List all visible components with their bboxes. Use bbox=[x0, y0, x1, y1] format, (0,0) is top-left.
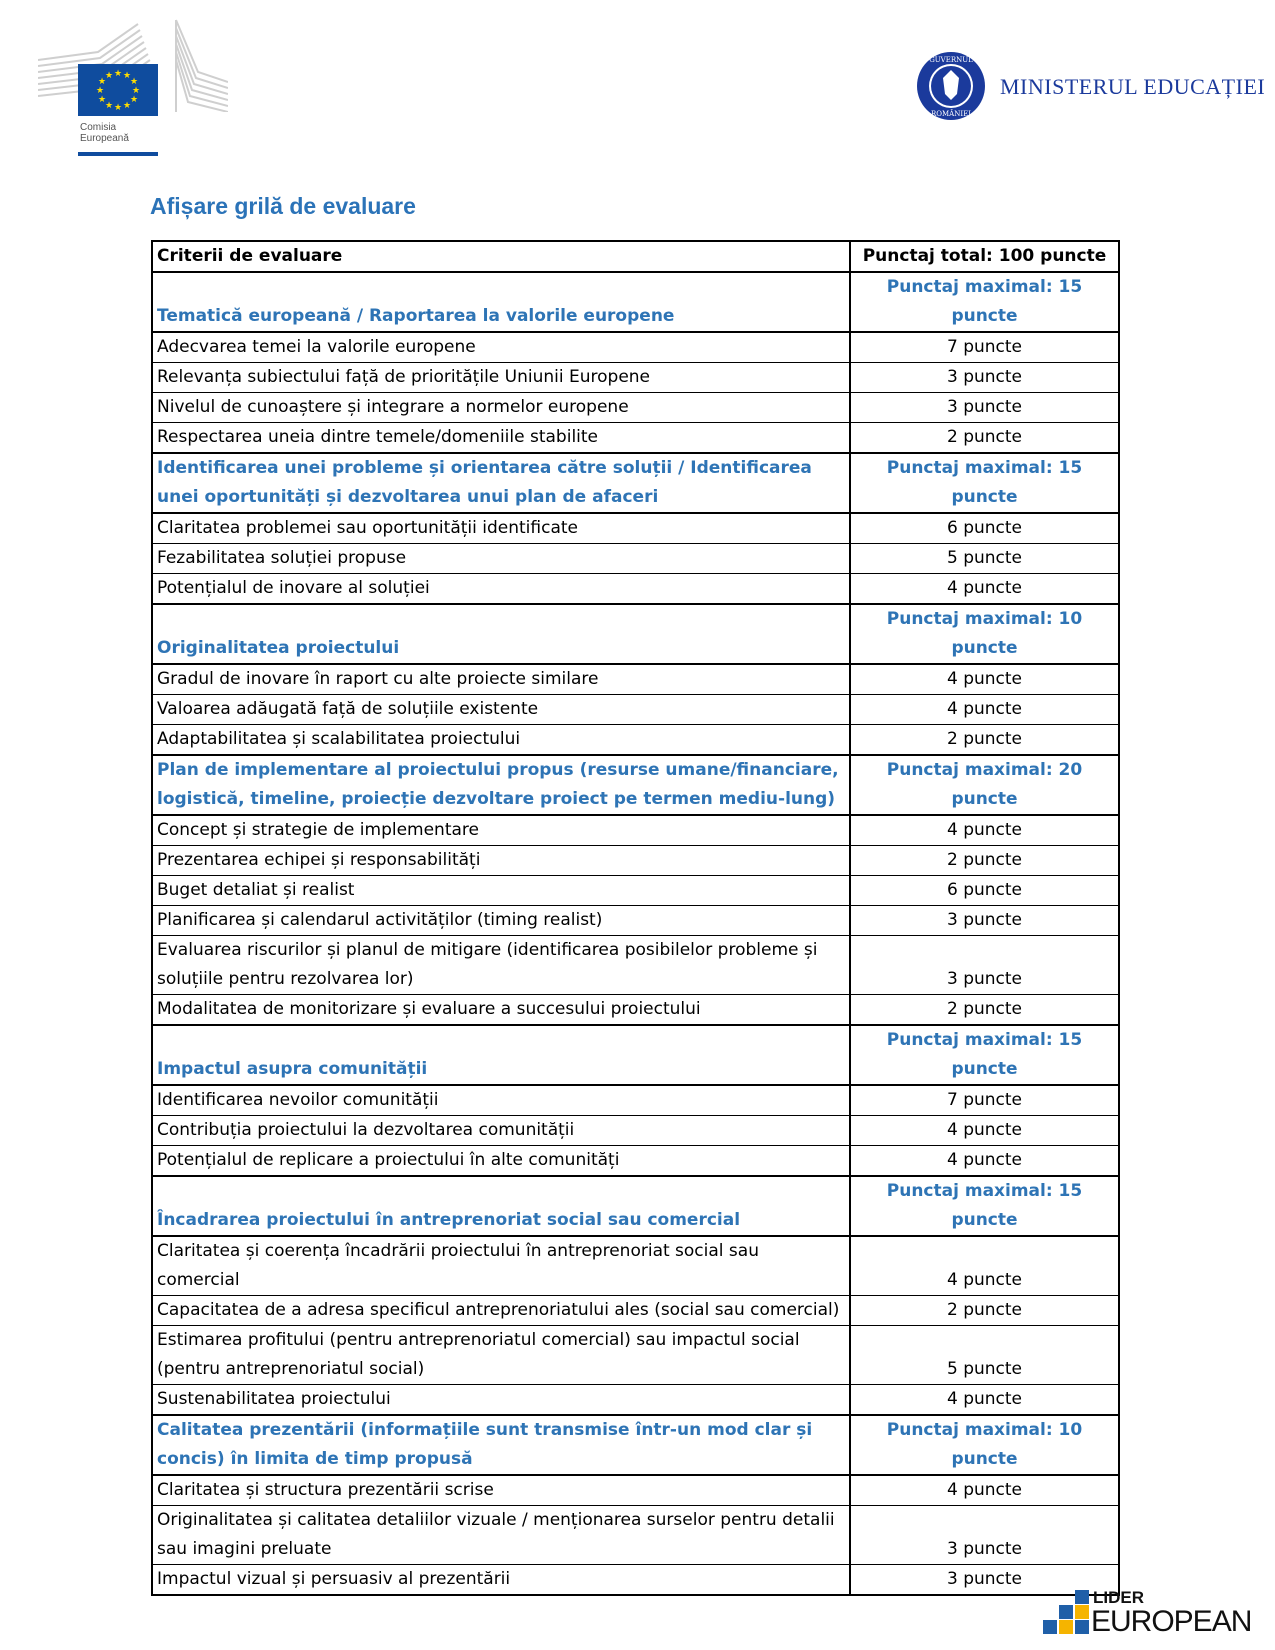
ec-logo-line2: Europeană bbox=[80, 133, 129, 144]
criterion-points: 3 puncte bbox=[850, 363, 1119, 393]
evaluation-grid-table bbox=[151, 240, 1120, 1596]
criterion-label: Identificarea nevoilor comunității bbox=[152, 1085, 850, 1116]
criterion-points: 6 puncte bbox=[850, 513, 1119, 544]
table-row bbox=[152, 1116, 1119, 1146]
svg-text:★: ★ bbox=[104, 71, 114, 81]
table-row bbox=[152, 815, 1119, 846]
table-row bbox=[152, 846, 1119, 876]
section-max-points: Punctaj maximal: 15 puncte bbox=[850, 1025, 1119, 1085]
criterion-label: Adaptabilitatea și scalabilitatea proiectului bbox=[152, 725, 850, 756]
svg-text:★: ★ bbox=[129, 95, 139, 105]
eu-flag-icon bbox=[78, 64, 158, 116]
criterion-label: Capacitatea de a adresa specificul antreprenoriatului ales (social sau comercial) bbox=[152, 1296, 850, 1326]
criterion-label: Claritatea problemei sau oportunității identificate bbox=[152, 513, 850, 544]
lider-european-logo bbox=[1043, 1590, 1258, 1638]
svg-text:★: ★ bbox=[113, 103, 123, 113]
criterion-points: 3 puncte bbox=[850, 1506, 1119, 1565]
criterion-label: Planificarea și calendarul activităților (timing realist) bbox=[152, 906, 850, 936]
criterion-points: 4 puncte bbox=[850, 695, 1119, 725]
table-row bbox=[152, 513, 1119, 544]
svg-text:★: ★ bbox=[97, 95, 107, 105]
criterion-label: Originalitatea și calitatea detaliilor vizuale / menționarea surselor pentru detalii sau imagini preluate bbox=[152, 1506, 850, 1565]
svg-text:★: ★ bbox=[122, 101, 132, 111]
criterion-label: Evaluarea riscurilor și planul de mitigare (identificarea posibilelor probleme și soluțiile pentru rezolvarea lor) bbox=[152, 936, 850, 995]
section-title: Încadrarea proiectului în antreprenoriat social sau comercial bbox=[152, 1176, 850, 1236]
table-row bbox=[152, 1146, 1119, 1177]
section-max-points: Punctaj maximal: 15 puncte bbox=[850, 272, 1119, 332]
section-row bbox=[152, 604, 1119, 664]
ec-logo-line1: Comisia bbox=[80, 122, 117, 133]
romanian-government-seal-icon bbox=[915, 50, 987, 122]
header-total-points: Punctaj total: 100 puncte bbox=[850, 241, 1119, 272]
table-row bbox=[152, 995, 1119, 1026]
criterion-points: 4 puncte bbox=[850, 815, 1119, 846]
criterion-label: Valoarea adăugată față de soluțiile existente bbox=[152, 695, 850, 725]
criterion-points: 3 puncte bbox=[850, 936, 1119, 995]
european-commission-logo bbox=[38, 12, 228, 147]
criterion-label: Potențialul de inovare al soluției bbox=[152, 574, 850, 605]
section-max-points: Punctaj maximal: 10 puncte bbox=[850, 604, 1119, 664]
table-row bbox=[152, 664, 1119, 695]
criterion-label: Potențialul de replicare a proiectului în alte comunități bbox=[152, 1146, 850, 1177]
criterion-points: 4 puncte bbox=[850, 1385, 1119, 1416]
section-max-points: Punctaj maximal: 15 puncte bbox=[850, 1176, 1119, 1236]
table-row bbox=[152, 393, 1119, 423]
section-title: Calitatea prezentării (informațiile sunt transmise într-un mod clar și concis) în limita de timp propusă bbox=[152, 1415, 850, 1475]
section-row bbox=[152, 1415, 1119, 1475]
header-criteria: Criterii de evaluare bbox=[152, 241, 850, 272]
svg-text:★: ★ bbox=[97, 77, 107, 87]
section-title: Impactul asupra comunității bbox=[152, 1025, 850, 1085]
table-row bbox=[152, 574, 1119, 605]
ministry-education-logo bbox=[915, 50, 1266, 125]
criterion-points: 2 puncte bbox=[850, 725, 1119, 756]
criterion-label: Claritatea și structura prezentării scrise bbox=[152, 1475, 850, 1506]
lider-logo-line2: EUROPEAN bbox=[1091, 1605, 1252, 1638]
criterion-label: Modalitatea de monitorizare și evaluare a succesului proiectului bbox=[152, 995, 850, 1026]
section-title: Plan de implementare al proiectului propus (resurse umane/financiare, logistică, timeline, proiecție dezvoltare proiect pe termen mediu-lung) bbox=[152, 755, 850, 815]
svg-text:★: ★ bbox=[104, 101, 114, 111]
table-row bbox=[152, 876, 1119, 906]
criterion-label: Sustenabilitatea proiectului bbox=[152, 1385, 850, 1416]
criterion-label: Gradul de inovare în raport cu alte proiecte similare bbox=[152, 664, 850, 695]
criterion-label: Adecvarea temei la valorile europene bbox=[152, 332, 850, 363]
table-row bbox=[152, 695, 1119, 725]
section-title: Tematică europeană / Raportarea la valorile europene bbox=[152, 272, 850, 332]
criterion-points: 4 puncte bbox=[850, 1146, 1119, 1177]
table-row bbox=[152, 1385, 1119, 1416]
criterion-label: Nivelul de cunoaștere și integrare a normelor europene bbox=[152, 393, 850, 423]
criterion-points: 4 puncte bbox=[850, 1116, 1119, 1146]
criterion-points: 3 puncte bbox=[850, 1565, 1119, 1596]
table-header-row bbox=[152, 241, 1119, 272]
criterion-points: 2 puncte bbox=[850, 1296, 1119, 1326]
section-title: Identificarea unei probleme și orientarea către soluții / Identificarea unei oportunități și dezvoltarea unui plan de afaceri bbox=[152, 453, 850, 513]
table-row bbox=[152, 1506, 1119, 1565]
criterion-points: 5 puncte bbox=[850, 1326, 1119, 1385]
table-row bbox=[152, 1296, 1119, 1326]
svg-text:★: ★ bbox=[95, 86, 105, 96]
criterion-points: 2 puncte bbox=[850, 846, 1119, 876]
criterion-points: 2 puncte bbox=[850, 995, 1119, 1026]
section-max-points: Punctaj maximal: 15 puncte bbox=[850, 453, 1119, 513]
criterion-points: 2 puncte bbox=[850, 423, 1119, 454]
criterion-points: 4 puncte bbox=[850, 574, 1119, 605]
table-row bbox=[152, 1565, 1119, 1596]
criterion-points: 7 puncte bbox=[850, 1085, 1119, 1116]
table-row bbox=[152, 1475, 1119, 1506]
criterion-points: 5 puncte bbox=[850, 544, 1119, 574]
ec-logo-text bbox=[80, 122, 129, 144]
criterion-label: Contribuția proiectului la dezvoltarea comunității bbox=[152, 1116, 850, 1146]
criterion-label: Prezentarea echipei și responsabilități bbox=[152, 846, 850, 876]
section-row bbox=[152, 1176, 1119, 1236]
table-row bbox=[152, 1236, 1119, 1296]
section-row bbox=[152, 453, 1119, 513]
criterion-points: 3 puncte bbox=[850, 393, 1119, 423]
criterion-label: Fezabilitatea soluției propuse bbox=[152, 544, 850, 574]
svg-text:★: ★ bbox=[122, 71, 132, 81]
criterion-label: Claritatea și coerența încadrării proiectului în antreprenoriat social sau comercial bbox=[152, 1236, 850, 1296]
criterion-points: 4 puncte bbox=[850, 1236, 1119, 1296]
section-row bbox=[152, 272, 1119, 332]
lider-logo-line1: LIDER bbox=[1093, 1588, 1144, 1607]
table-row bbox=[152, 363, 1119, 393]
section-row bbox=[152, 1025, 1119, 1085]
criterion-points: 4 puncte bbox=[850, 664, 1119, 695]
ministry-title: MINISTERUL EDUCAȚIEI bbox=[1000, 74, 1266, 99]
criterion-points: 7 puncte bbox=[850, 332, 1119, 363]
section-max-points: Punctaj maximal: 20 puncte bbox=[850, 755, 1119, 815]
table-row bbox=[152, 544, 1119, 574]
table-row bbox=[152, 1085, 1119, 1116]
table-row bbox=[152, 906, 1119, 936]
criterion-points: 4 puncte bbox=[850, 1475, 1119, 1506]
criterion-label: Relevanța subiectului față de prioritățile Uniunii Europene bbox=[152, 363, 850, 393]
criterion-label: Concept și strategie de implementare bbox=[152, 815, 850, 846]
criterion-label: Impactul vizual și persuasiv al prezentării bbox=[152, 1565, 850, 1596]
criterion-label: Respectarea uneia dintre temele/domeniile stabilite bbox=[152, 423, 850, 454]
section-title: Originalitatea proiectului bbox=[152, 604, 850, 664]
table-row bbox=[152, 936, 1119, 995]
svg-text:★: ★ bbox=[131, 86, 141, 96]
criterion-label: Estimarea profitului (pentru antreprenoriatul comercial) sau impactul social (pentru antreprenoriatul social) bbox=[152, 1326, 850, 1385]
section-max-points: Punctaj maximal: 10 puncte bbox=[850, 1415, 1119, 1475]
criterion-points: 3 puncte bbox=[850, 906, 1119, 936]
svg-text:★: ★ bbox=[113, 69, 123, 79]
svg-text:★: ★ bbox=[129, 77, 139, 87]
svg-text:ROMÂNIEI: ROMÂNIEI bbox=[931, 110, 971, 118]
criterion-points: 6 puncte bbox=[850, 876, 1119, 906]
table-row bbox=[152, 332, 1119, 363]
table-row bbox=[152, 725, 1119, 756]
table-row bbox=[152, 1326, 1119, 1385]
section-row bbox=[152, 755, 1119, 815]
svg-text:GUVERNUL: GUVERNUL bbox=[929, 56, 973, 64]
criterion-label: Buget detaliat și realist bbox=[152, 876, 850, 906]
page-title: Afișare grilă de evaluare bbox=[150, 193, 416, 219]
ec-logo-bar bbox=[78, 152, 158, 156]
table-row bbox=[152, 423, 1119, 454]
